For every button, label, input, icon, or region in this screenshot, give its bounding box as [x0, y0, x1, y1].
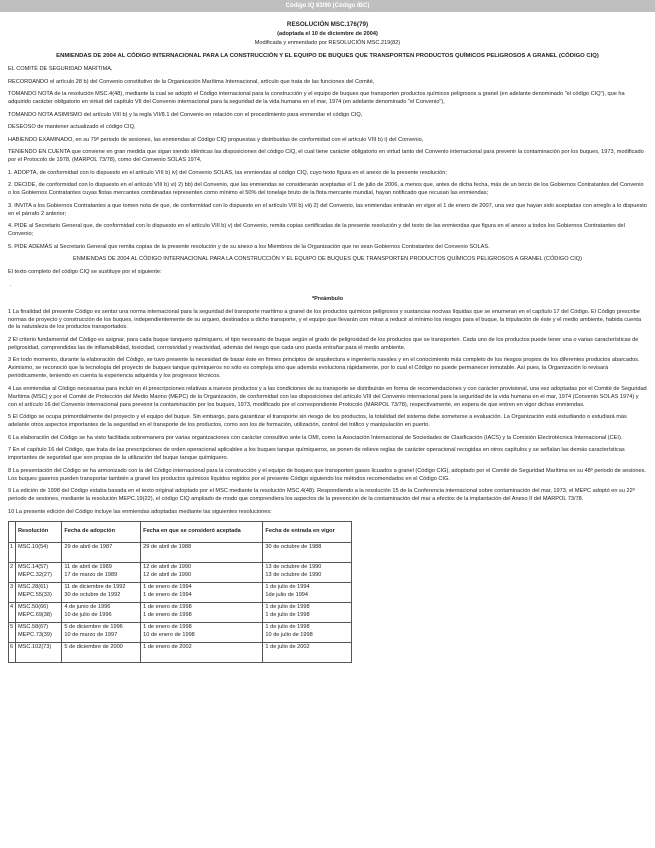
- resolution-cell-line: MEPC.32(27): [18, 572, 52, 579]
- table-header-accepted: Fecha en que se consideró aceptada: [141, 522, 263, 543]
- accepted-date-cell-line: 1 de enero de 1998: [143, 604, 192, 611]
- adoption-date-cell: [62, 643, 141, 663]
- preamble-body: [8, 309, 647, 517]
- accepted-date-cell-line: 1 de enero de 1998: [143, 612, 192, 619]
- table-row: [9, 623, 352, 643]
- resolution-cell-line: MSC.102(73): [18, 644, 52, 651]
- preamble-paragraph: 3 En todo momento, durante la elaboración del Código, se tuvo presente la necesidad de basar éste en firmes principios de arquitectura e ingeniería navales y en el conocimiento más completo de los riesgos propios de los diferentes productos abarcados. Asimismo, se reconoció que la tecnología del proyecto de buques tanque químiqueros no sólo es compleja sino que además evoluciona rápidamente, por lo cual el Código no puede permanecer inmutable. Así pues, la Organización lo revisará periódicamente, teniendo en cuenta la experiencia adquirida y los progresos técnicos.: [8, 357, 640, 380]
- table-body: [9, 543, 352, 663]
- in-force-date-cell-line: 1 de julio de 1998: [265, 604, 310, 611]
- table-row: [9, 563, 352, 583]
- resolution-cell: [16, 563, 62, 583]
- preamble-paragraph: 1 La finalidad del presente Código es sentar una norma internacional para la seguridad del transporte marítimo a granel de los productos químicos peligrosos y sustancias nocivas líquidas que se enumeran en el capítulo 17 del Código. El Código prescribe normas de proyecto y construcción de los buques, independientemente de su arqueo, destinados a dicho transporte, y el equipo que llevarán con miras a reducir al mínimo los riesgos para el buque, la tripulación de éste y el medio ambiente, habida cuenta de la naturaleza de los productos transportados.: [8, 308, 642, 331]
- adoption-date-cell-line: 10 de julio de 1996: [64, 612, 112, 619]
- adoption-date-cell-line: 5 de diciembre de 1996: [64, 624, 123, 631]
- table-header-in-force: Fecha de entrada en vigor: [263, 522, 352, 543]
- resolution-cell: [16, 603, 62, 623]
- accepted-date-cell-line: 1 de enero de 2002: [143, 644, 192, 651]
- row-number: 1: [9, 543, 16, 563]
- resolution-amended-note: Modificada y enmendado por RESOLUCIÓN MSC.219(82): [254, 39, 401, 46]
- table-row: [9, 603, 352, 623]
- adoption-date-cell-line: 29 de abril de 1987: [64, 544, 113, 551]
- preamble-paragraph: 5 El Código se ocupa primordialmente del proyecto y el equipo del buque. Sin embargo, para garantizar el transporte sin riesgo de los productos, la totalidad del sistema debe someterse a evaluación. La Organización está estudiando o estudiará más adelante otros aspectos importantes de la seguridad en el transporte de los productos, como son los de formación, utilización, control del tráfico y manipulación en puerto.: [8, 414, 627, 429]
- row-number: 4: [9, 603, 16, 623]
- adoption-date-cell: [62, 543, 141, 563]
- adoption-date-cell-line: 11 de abril de 1989: [64, 564, 112, 571]
- adoption-date-cell-line: 5 de diciembre de 2000: [64, 644, 123, 651]
- resolution-cell-line: MEPC.55(33): [18, 592, 52, 599]
- accepted-date-cell-line: 12 de abril de 1990: [143, 564, 192, 571]
- in-force-date-cell: [263, 623, 352, 643]
- adoption-date-cell: [62, 583, 141, 603]
- document-page: [0, 12, 655, 663]
- adoption-date-cell-line: 4 de junio de 1996: [64, 604, 111, 611]
- table-header-index: [9, 522, 16, 543]
- in-force-date-cell-line: 10 de julio de 1998: [265, 632, 313, 639]
- adoption-date-cell-line: 30 de octubre de 1992: [64, 592, 121, 599]
- in-force-date-cell: [263, 643, 352, 663]
- accepted-date-cell-line: 1 de enero de 1998: [143, 624, 192, 631]
- resolution-cell: [16, 583, 62, 603]
- resolution-paragraph: 2. DECIDE, de conformidad con lo dispuesto en el artículo VIII b) vi) 2) bb) del Convenio, que las enmiendas se considerarán aceptadas el 1 de julio de 2006, a menos que, antes de dicha fecha, más de un tercio de los Gobiernos Contratantes del Convenio o los Gobiernos Contratantes cuyas flotas mercantes combinadas representen como mínimo el 50% del tonelaje bruto de la flota mercante mundial, hayan notificado que recusan las enmiendas;: [8, 182, 644, 197]
- preamble-paragraph: 6 La elaboración del Código se ha visto facilitada sobremanera por varias organizaciones con carácter consultivo ante la OMI, como la Asociación Internacional de Sociedades de Clasificación (IACS) y la Comisión Electrotécnica Internacional (CEI).: [8, 434, 623, 441]
- in-force-date-cell: [263, 543, 352, 563]
- table-header-row: [9, 522, 352, 543]
- in-force-date-cell: [263, 563, 352, 583]
- in-force-date-cell: [263, 603, 352, 623]
- in-force-date-cell-line: 30 de octubre de 1988: [265, 544, 322, 551]
- preamble-paragraph: 9 La edición de 1998 del Código estaba basada en el texto original adoptado por el MSC mediante la resolución MSC.4(48). Respondiendo a la resolución 15 de la Conferencia internacional sobre contaminación del mar, 1973, el MEPC adoptó en su 22º periodo de sesiones, mediante la resolución MEPC.19(22), el código CIQ ampliado de modo que comprendiera los aspectos de la prevención de la contaminación del mar a efectos de la implantación del Anexo II del MARPOL 73/78.: [8, 488, 635, 503]
- accepted-date-cell: [141, 603, 263, 623]
- resolution-paragraph: TOMANDO NOTA de la resolución MSC.4(48), mediante la cual se adoptó el Código internacional para la construcción y el equipo de buques que transporten productos químicos peligrosos a granel (en adelante denominado "el código CIQ"), que ha adquirido carácter obligatorio en virtud del capítulo VII del Convenio internacional para la seguridad de la vida humana en el mar, 1974 (en adelante denominado "el Convenio"),: [8, 91, 625, 106]
- replacement-note: El texto completo del código CIQ se sustituye por el siguiente:: [8, 269, 162, 276]
- resolution-paragraph: 5. PIDE ADEMÁS al Secretario General que remita copias de la presente resolución y de su anexo a los Miembros de la Organización que no sean Gobiernos Contratantes del Convenio SOLAS.: [8, 243, 490, 250]
- document-heading: ENMIENDAS DE 2004 AL CÓDIGO INTERNACIONAL PARA LA CONSTRUCCIÓN Y EL EQUIPO DE BUQUES QUE TRANSPORTEN PRODUCTOS QUÍMICOS PELIGROSOS A GRANEL (CÓDIGO CIQ): [56, 52, 599, 59]
- resolution-cell: [16, 643, 62, 663]
- row-number: 3: [9, 583, 16, 603]
- resolution-cell-line: MEPC.69(38): [18, 612, 52, 619]
- adoption-date-cell-line: 17 de marzo de 1989: [64, 572, 118, 579]
- document-header-title: Código IQ 83/90 (Código IBC): [285, 3, 370, 9]
- accepted-date-cell-line: 29 de abril de 1988: [143, 544, 192, 551]
- accepted-date-cell-line: 10 de enero de 1998: [143, 632, 195, 639]
- resolution-paragraph: TOMANDO NOTA ASIMISMO del artículo VIII b) y la regla VII/8.1 del Convenio en relación con el procedimiento para enmendar el código CIQ,: [8, 111, 363, 118]
- row-number: 2: [9, 563, 16, 583]
- resolution-paragraph: 3. INVITA a los Gobiernos Contratantes a que tomen nota de que, de conformidad con lo dispuesto en el artículo VIII b) vii) 2) del Convenio, las enmiendas entrarán en vigor el 1 de enero de 2007, una vez que hayan sido aceptadas con arreglo a lo dispuesto en el párrafo 2 anterior;: [8, 202, 647, 217]
- table-row: [9, 643, 352, 663]
- adoption-date-cell-line: 11 de diciembre de 1992: [64, 584, 126, 591]
- resolution-cell-line: MEPC.73(39): [18, 632, 52, 639]
- adoption-date-cell-line: 10 de marzo de 1997: [64, 632, 118, 639]
- row-number: 5: [9, 623, 16, 643]
- resolution-body: [8, 66, 647, 251]
- preamble-paragraph: 4 Las enmiendas al Código necesarias para incluir en él prescripciones relativas a nuevos productos y a las condiciones de su transporte se distribuirán en forma de recomendaciones y con carácter provisional, una vez adoptadas por el Comité de Seguridad Marítima (MSC) y por el Comité de Protección del Medio Marino (MEPC) de la Organización, de conformidad con las disposiciones del artículo VIII del Convenio internacional para la seguridad de la vida humana en el mar, 1974 (Convenio SOLAS 1974) y con el artículo 16 del Convenio internacional para prevenir la contaminación por los buques, 1973, modificado por el correspondiente Protocolo (MARPOL 73/78), respectivamente, en espera de que entren en vigor dichas enmiendas.: [8, 385, 647, 408]
- resolution-cell-line: MSC.50(66): [18, 604, 49, 611]
- resolution-cell-line: MSC.58(67): [18, 624, 49, 631]
- resolution-adopted-date: (adoptada el 10 de diciembre de 2004): [277, 30, 378, 37]
- accepted-date-cell: [141, 563, 263, 583]
- preamble-paragraph: 2 El criterio fundamental del Código es asignar, para cada buque tanquero químiquero, el tipo necesario de buque según el grado de peligrosidad de los productos que se transporten. Cada uno de los productos puede tener una o varias características de peligrosidad, comprendidas las de inflamabilidad, toxicidad, corrosividad y reactividad, además del riesgo que cada uno pueda entrañar para el medio ambiente.: [8, 337, 639, 351]
- row-number: 6: [9, 643, 16, 663]
- resolution-cell-line: MSC.14(57): [18, 564, 49, 571]
- adoption-date-cell: [62, 623, 141, 643]
- accepted-date-cell: [141, 543, 263, 563]
- resolution-paragraph: 1. ADOPTA, de conformidad con lo dispuesto en el artículo VIII b) iv) del Convenio SOLAS, las enmiendas al código CIQ, cuyo texto figura en el anexo de la presente resolución;: [8, 169, 447, 176]
- in-force-date-cell-line: 13 de octubre de 1990: [265, 572, 322, 579]
- resolution-paragraph: RECORDANDO el artículo 28 b) del Convenio constitutivo de la Organización Marítima Internacional, artículo que trata de las funciones del Comité,: [8, 78, 375, 85]
- resolution-cell-line: MSC.28(61): [18, 584, 49, 591]
- document-header-bar: [0, 0, 655, 12]
- in-force-date-cell-line: 1de julio de 1994: [265, 592, 309, 599]
- preamble-title: *Preámbulo: [311, 295, 344, 302]
- accepted-date-cell: [141, 583, 263, 603]
- accepted-date-cell-line: 1 de enero de 1994: [143, 592, 192, 599]
- resolution-cell-line: MSC.10(54): [18, 544, 49, 551]
- resolution-title: RESOLUCIÓN MSC.176(79): [286, 21, 369, 28]
- accepted-date-cell: [141, 623, 263, 643]
- accepted-date-cell-line: 1 de enero de 1994: [143, 584, 192, 591]
- resolution-paragraph: TENIENDO EN CUENTA que conviene en gran medida que sigan siendo idénticas las disposiciones del código CIQ, el cual tiene carácter obligatorio en virtud tanto del Convenio internacional para prevenir la contaminación por los buques, 1973, modificado por el Protocolo de 1978, (MARPOL 73/78), como del Convenio SOLAS 1974,: [8, 149, 644, 164]
- in-force-date-cell-line: 1 de julio de 1994: [265, 584, 310, 591]
- in-force-date-cell-line: 1 de julio de 2002: [265, 644, 310, 651]
- annex-heading: ENMIENDAS DE 2004 AL CÓDIGO INTERNACIONAL PARA LA CONSTRUCCIÓN Y EL EQUIPO DE BUQUES QUE TRANSPORTEN PRODUCTOS QUÍMICOS PELIGROSOS A GRANEL (CÓDIGO CIQ): [73, 256, 582, 263]
- resolution-cell: [16, 543, 62, 563]
- resolution-paragraph: DESEOSO de mantener actualizado el código CIQ,: [8, 124, 136, 131]
- table-header-adoption: Fecha de adopción: [62, 522, 141, 543]
- amendments-table: [8, 521, 352, 663]
- adoption-date-cell: [62, 603, 141, 623]
- resolution-cell: [16, 623, 62, 643]
- table-header-resolution: Resolución: [16, 522, 62, 543]
- in-force-date-cell-line: 13 de octubre de 1990: [265, 564, 322, 571]
- in-force-date-cell-line: 1 de julio de 1998: [265, 624, 310, 631]
- preamble-paragraph: 10 La presente edición del Código incluye las enmiendas adoptadas mediante las siguientes resoluciones:: [8, 508, 272, 515]
- adoption-date-cell: [62, 563, 141, 583]
- accepted-date-cell-line: 12 de abril de 1990: [143, 572, 192, 579]
- preamble-paragraph: 7 En el capítulo 16 del Código, que trata de las prescripciones de orden operacional aplicables a los buques tanque químiqueros, se ponen de relieve reglas de carácter operacional recogidas en otros capítulos y se señalan las demás características importantes de seguridad que son propias de la utilización del buque tanque químiquero.: [8, 447, 625, 462]
- resolution-paragraph: EL COMITÉ DE SEGURIDAD MARÍTIMA,: [8, 66, 113, 73]
- resolution-paragraph: HABIENDO EXAMINADO, en su 79º periodo de sesiones, las enmiendas al Código CIQ propuestas y distribuidas de conformidad con el artículo VIII b) i) del Convenio,: [8, 136, 424, 143]
- preamble-paragraph: 8 La presentación del Código se ha armonizado con la del Código internacional para la construcción y el equipo de buques que transporten gases licuados a granel (Código CIG), adoptado por el Comité de Seguridad Marítima en su 48º periodo de sesiones. Los buques gaseros pueden transportar también a granel los productos químicos líquidos regidos por el presente Código siguiendo los métodos recomendados en el Código CIG.: [8, 467, 646, 482]
- table-row: [9, 583, 352, 603]
- resolution-paragraph: 4. PIDE al Secretario General que, de conformidad con lo dispuesto en el artículo VIII b) v) del Convenio, remita copias certificadas de la presente resolución y del texto de las enmiendas que figura en el anexo a todos los Gobiernos Contratantes del Convenio;: [8, 223, 625, 238]
- accepted-date-cell: [141, 643, 263, 663]
- separator-dot: .: [10, 281, 12, 288]
- in-force-date-cell-line: 1 de julio de 1998: [265, 612, 310, 619]
- table-row: [9, 543, 352, 563]
- in-force-date-cell: [263, 583, 352, 603]
